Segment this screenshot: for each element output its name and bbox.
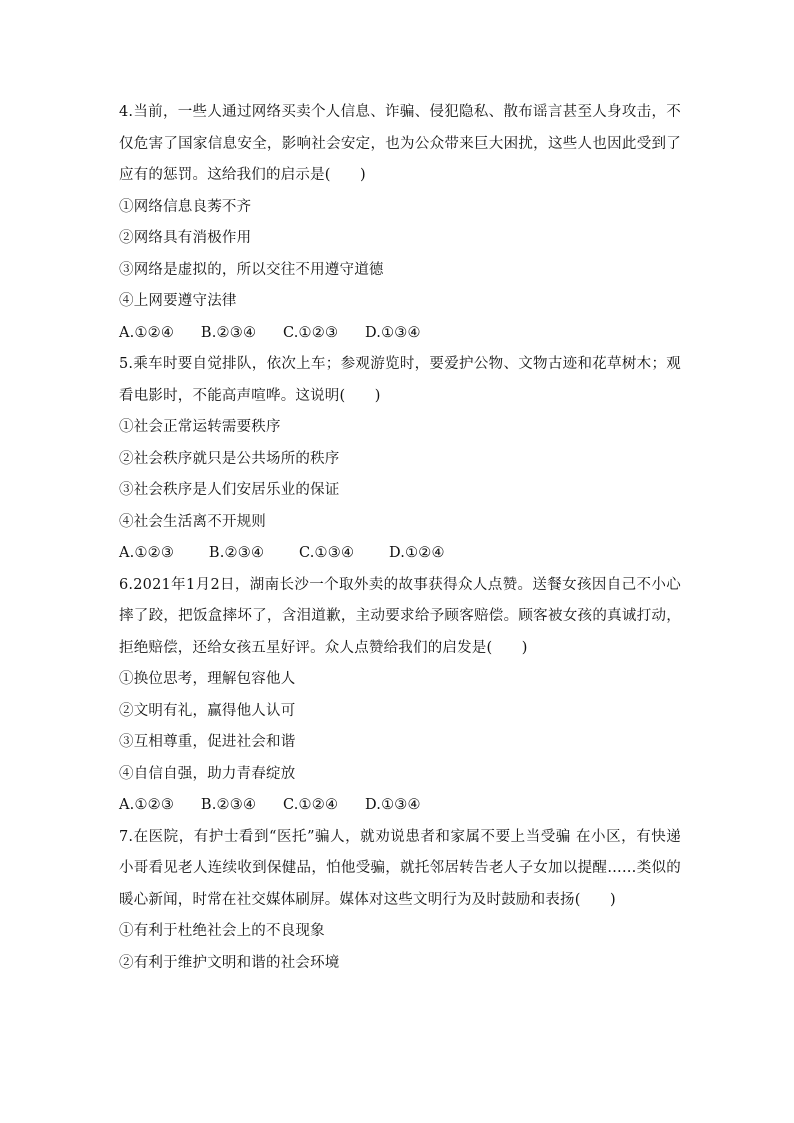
question-6 [119,570,681,822]
question-stem: 6.2021年1月2日，湖南长沙一个取外卖的故事获得众人点赞。送餐女孩因自己不小心摔了跤，把饭盒摔坏了，含泪道歉，主动要求给予顾客赔偿。顾客被女孩的真诚打动，拒绝赔偿，还给女孩五星好评。众人点赞给我们的启发是( ) [119,576,681,656]
option: ③互相尊重，促进社会和谐 [119,734,296,750]
choice-d: D.①③④ [364,324,421,341]
choice-a: A.①②③ [119,797,175,813]
option: ②文明有礼，赢得他人认可 [119,702,296,719]
option: ②网络具有消极作用 [119,230,252,246]
choice-b: B.②③④ [200,324,257,341]
option: ③社会秩序是人们安居乐业的保证 [119,482,340,498]
option: ①有利于杜绝社会上的不良现象 [119,923,325,939]
option: ②有利于维护文明和谐的社会环境 [119,954,340,971]
option: ④社会生活离不开规则 [119,513,266,530]
question-4 [119,97,681,349]
question-7 [119,822,681,980]
answer-choices [119,318,681,350]
choice-b: B.②③④ [200,797,257,813]
option: ②社会秩序就只是公共场所的秩序 [119,450,340,467]
question-5 [119,349,681,570]
option: ④自信自强，助力青春绽放 [119,765,296,782]
choice-d: D.①③④ [364,797,421,813]
question-stem: 7.在医院，有护士看到“医托”骗人，就劝说患者和家属不要上当受骗 在小区，有快递小哥看见老人连续收到保健品，怕他受骗，就托邻居转告老人子女加以提醒……类似的暖心新闻，时常在社交媒体刷屏。媒体对这些文明行为及时鼓励和表扬( ) [119,828,681,908]
question-stem: 4.当前，一些人通过网络买卖个人信息、诈骗、侵犯隐私、散布谣言甚至人身攻击，不仅危害了国家信息安全，影响社会安定，也为公众带来巨大困扰，这些人也因此受到了应有的惩罚。这给我们的启示是( ) [119,104,681,183]
choice-a: A.①②④ [119,324,175,341]
option: ①网络信息良莠不齐 [119,198,252,215]
choice-d: D.①②④ [388,545,445,561]
answer-choices [119,538,681,570]
question-stem: 5.乘车时要自觉排队，依次上车；参观游览时，要爱护公物、文物古迹和花草树木；观看电影时，不能高声喧哗。这说明( ) [119,356,681,404]
option: ④上网要遵守法律 [119,293,237,309]
option: ①换位思考，理解包容他人 [119,671,296,687]
question-list [119,97,681,979]
option: ③网络是虚拟的，所以交往不用遵守道德 [119,261,384,278]
choice-b: B.②③④ [208,545,265,561]
choice-c: C.①③④ [298,545,355,561]
choice-c: C.①②③ [282,324,339,341]
choice-c: C.①②④ [282,797,339,813]
answer-choices [119,790,681,822]
choice-a: A.①②③ [119,545,175,561]
option: ①社会正常运转需要秩序 [119,419,281,435]
